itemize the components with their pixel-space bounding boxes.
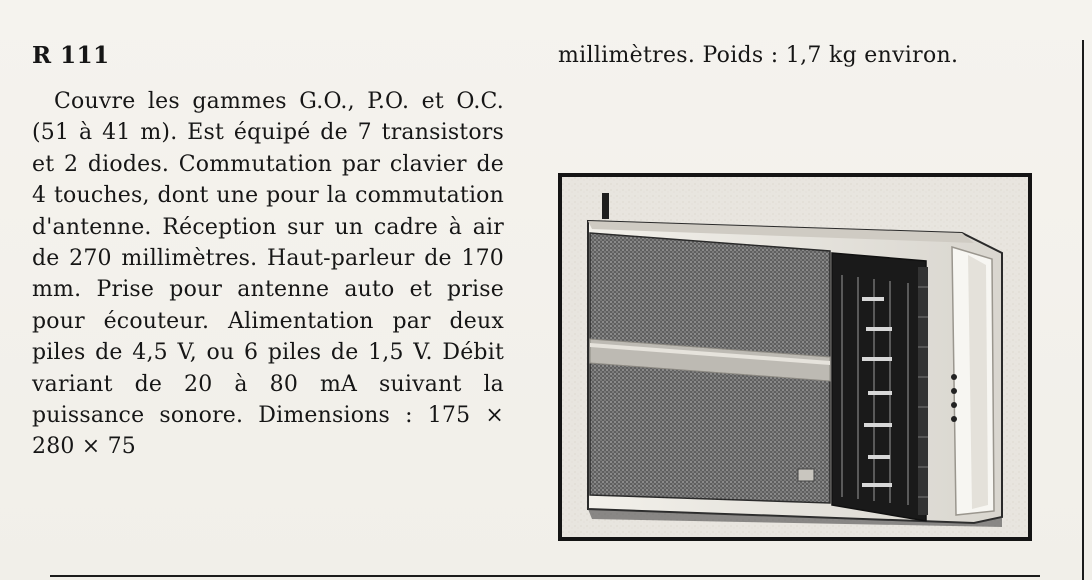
column-rule-right — [1082, 40, 1084, 580]
radio-illustration — [562, 177, 1028, 537]
section-rule-bottom — [50, 575, 1040, 577]
description-continuation: millimètres. Poids : 1,7 kg environ. — [558, 43, 959, 68]
antenna-shape — [602, 193, 609, 219]
radio-photo — [558, 173, 1032, 541]
tuning-dial-shape — [832, 253, 926, 521]
description-paragraph: Couvre les gammes G.O., P.O. et O.C. (51 à 41 m). Est équipé de 7 transistors et 2 diodes. Commutation par clavier de 4 touches, dont une pour la commutation d'antenne. Réception sur un cadre à air de 270 millimètres. Haut-parleur de 170 mm. Prise pour antenne auto et prise pour écouteur. Alimentation par deux piles de 4,5 V, ou 6 piles de 1,5 V. Débit variant de 20 à 80 mA suivant la puissance sonore. Dimensions : 175 × 280 × 75 — [32, 89, 504, 460]
model-heading: R 111 — [32, 42, 110, 69]
